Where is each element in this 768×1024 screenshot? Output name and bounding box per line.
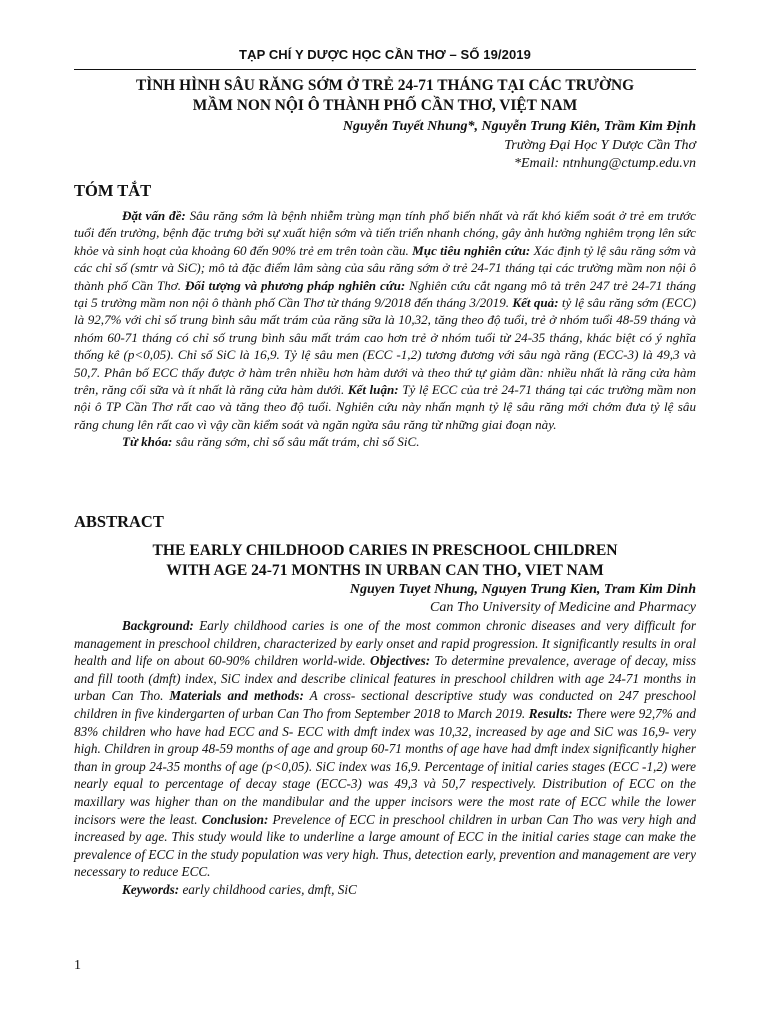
text-results-vi: tỷ lệ sâu răng sớm (ECC) là 92,7% với chỉ số trung bình sâu mất trám của răng sữa là 10,32, tăng theo độ tuổi, trẻ ở nhóm tuổi 48-59 tháng và nhóm 60-71 tháng có chỉ số trung bình sâu mất trám cao hơn trẻ ở nhóm tuổi từ 24-35 tháng, khác biệt có ý nghĩa thống kê (p<0,05). Chỉ số SiC là 16,9. Tỷ lệ sâu men (ECC -1,2) tương đương với sâu ngà răng (ECC-3) là 49,3 và 50,7. Phân bố ECC thấy được ở hàm trên nhiều hơn hàm dưới và theo thứ tự giảm dần: nhiều nhất là răng cửa hàm trên, răng cối sữa và ít nhất là răng cửa hàm dưới.: [74, 295, 696, 398]
header-rule: [74, 69, 696, 70]
label-results-en: Results:: [528, 705, 573, 721]
abstract-vietnamese-body: [74, 207, 696, 433]
label-objectives-en: Objectives:: [370, 653, 431, 669]
abstract-vietnamese: [74, 207, 696, 451]
text-background-en: Early childhood caries is one of the most common chronic diseases and very difficult for management in preschool children, characterized by early onset and rapid progression. It significantly results in oral health and life on about 60-90% children world-wide.: [74, 618, 696, 669]
label-background-vi: Đặt vấn đề:: [122, 208, 186, 223]
label-keywords-vi: Từ khóa:: [122, 434, 173, 450]
authors-vietnamese: Nguyễn Tuyết Nhung*, Nguyễn Trung Kiên, Trầm Kim Định: [342, 119, 696, 134]
label-methods-vi: Đối tượng và phương pháp nghiên cứu:: [184, 277, 406, 293]
title-english-line-2: WITH AGE 24-71 MONTHS IN URBAN CAN THO, VIET NAM: [166, 562, 604, 579]
label-results-vi: Kết quả:: [512, 295, 559, 311]
title-english-line-1: THE EARLY CHILDHOOD CARIES IN PRESCHOOL CHILDREN: [152, 542, 618, 559]
journal-header: TẠP CHÍ Y DƯỢC HỌC CẦN THƠ – SỐ 19/2019: [239, 47, 531, 62]
text-methods-en: A cross- sectional descriptive study was conducted on 247 preschool children in five kindergarten of urban Can Tho from September 2018 to March 2019.: [74, 688, 696, 721]
abstract-english-body: [74, 617, 696, 881]
text-conclusion-vi: Tỷ lệ ECC của trẻ 24-71 tháng tại các trường mầm non nội ô TP Cần Thơ rất cao và tăng theo độ tuổi. Nghiên cứu này nhấn mạnh tỷ lệ sâu răng mới chớm đưa tỷ lệ sâu răng chung lên rất cao vì vậy cần kiểm soát và ngăn ngừa sâu răng từ những giai đoạn này.: [74, 382, 696, 432]
text-conclusion-en: Prevelence of ECC in preschool children in urban Can Tho was very high and increased by age. This study would like to underline a large amount of ECC in the initial caries stage can make the prevalence of ECC in the study population was very high. Thus, detection early, prevention and management are very necessary to reduce ECC.: [74, 811, 696, 880]
heading-abstract: ABSTRACT: [74, 512, 164, 531]
label-methods-en: Materials and methods:: [169, 688, 304, 704]
page-number: 1: [74, 958, 81, 973]
text-objectives-en: To determine prevalence, average of decay, miss and fill tooth (dmft) index, SiC index and describe clinical features in preschool children with age 24-71 months in urban Can Tho.: [74, 653, 696, 704]
keywords-vietnamese: [74, 433, 696, 450]
text-keywords-en: early childhood caries, dmft, SiC: [179, 881, 357, 897]
label-conclusion-en: Conclusion:: [201, 811, 269, 827]
title-vietnamese-line-1: TÌNH HÌNH SÂU RĂNG SỚM Ở TRẺ 24-71 THÁNG TẠI CÁC TRƯỜNG: [135, 77, 635, 94]
affiliation-english: Can Tho University of Medicine and Pharmacy: [430, 600, 696, 615]
text-results-en: There were 92,7% and 83% children who have had ECC and S- ECC with dmft index was 10,32, increased by age and SiC was 16,9- very high. Children in group 48-59 months of age and group 60-71 months of age have had dmft index significantly higher than in group 24-35 months of age (p<0,05). SiC index was 16,9. Percentage of initial caries stages (ECC -1,2) were nearly equal to percentage of decay stage (ECC-3) was 49,3 và 50,7 respectively. Distribution of ECC on the maxillary was higher than on the mandibular and the upper incisors were the most rate of ECC while the lower incisors were the least.: [74, 705, 696, 827]
keywords-english: [74, 881, 696, 899]
label-keywords-en: Keywords:: [122, 881, 180, 897]
label-conclusion-vi: Kết luận:: [347, 382, 399, 398]
text-objectives-vi: Xác định tỷ lệ sâu răng sớm và các chỉ số (smtr và SiC); mô tả đặc điểm lâm sàng của sâu răng sớm ở trẻ 24-71 tháng tại các trường mầm non nội ô thành phố Cần Thơ.: [74, 242, 697, 293]
text-keywords-vi: sâu răng sớm, chỉ số sâu mất trám, chỉ số SiC.: [172, 434, 420, 450]
title-vietnamese: [74, 76, 696, 116]
label-background-en: Background:: [122, 618, 194, 633]
affiliation-vietnamese: Trường Đại Học Y Dược Cần Thơ: [504, 138, 696, 153]
title-vietnamese-line-2: MẦM NON NỘI Ô THÀNH PHỐ CẦN THƠ, VIỆT NAM: [192, 97, 578, 114]
text-methods-vi: Nghiên cứu cắt ngang mô tả trên 247 trẻ 24-71 tháng tại 5 trường mầm non nội ô thành phố Cần Thơ từ tháng 9/2018 đến tháng 3/2019.: [74, 277, 696, 311]
title-english: [74, 541, 696, 581]
abstract-english: [74, 617, 696, 899]
text-background-vi: Sâu răng sớm là bệnh nhiễm trùng mạn tính phổ biến nhất và rất khó kiểm soát ở trẻ em trước tuổi đến trường, bệnh đặc trưng bởi sự xuất hiện sớm và tiến triển nhanh chóng, gây ảnh hưởng nghiêm trọng lên sức khỏe và sinh hoạt của khoảng 60 đến 90% trẻ em trên toàn cầu.: [74, 208, 696, 258]
corresponding-email: *Email: ntnhung@ctump.edu.vn: [513, 156, 696, 171]
label-objectives-vi: Mục tiêu nghiên cứu:: [412, 242, 531, 258]
heading-tom-tat: TÓM TẮT: [74, 181, 152, 200]
authors-english: Nguyen Tuyet Nhung, Nguyen Trung Kien, Tram Kim Dinh: [349, 582, 696, 597]
